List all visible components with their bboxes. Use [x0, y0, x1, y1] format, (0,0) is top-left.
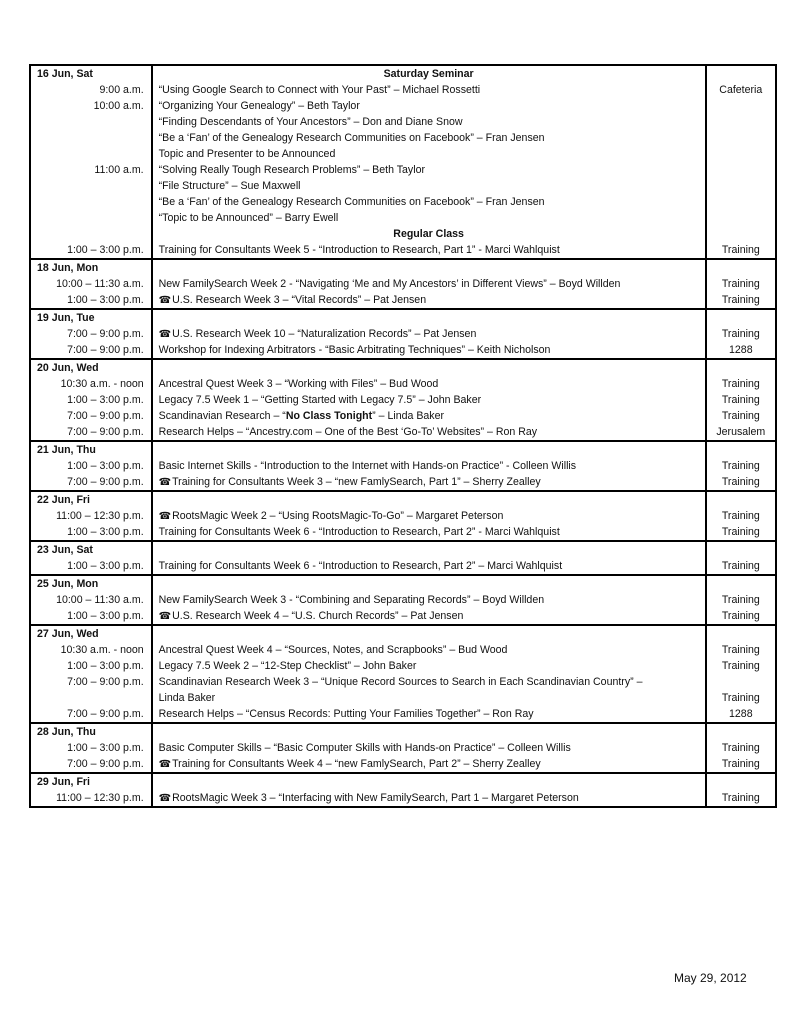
- session-time: 1:00 – 3:00 p.m.: [67, 526, 144, 538]
- session-room: Training: [721, 476, 760, 488]
- session-time: 1:00 – 3:00 p.m.: [67, 460, 144, 472]
- session-title: [153, 690, 705, 706]
- title-text: Research Helps – “Census Records: Putting Your Families Together” – Ron Ray: [158, 708, 534, 720]
- session-room: [707, 674, 775, 690]
- session-room: [707, 146, 775, 162]
- session-time: 11:00 – 12:30 p.m.: [56, 792, 144, 804]
- phone-icon: ☎: [158, 295, 172, 306]
- session-room: Training: [721, 692, 760, 704]
- session-title: [153, 658, 705, 674]
- title-text: Legacy 7.5 Week 1 – “Getting Started with Legacy 7.5” – John Baker: [158, 394, 482, 406]
- spacer: [153, 542, 705, 558]
- section-heading: [153, 66, 705, 82]
- day-label: 19 Jun, Tue: [37, 312, 95, 324]
- session-cell: [152, 309, 706, 359]
- session-time: [31, 114, 151, 130]
- day-block: [30, 491, 776, 541]
- spacer: [707, 260, 775, 276]
- session-room: [707, 210, 775, 226]
- room-cell: [706, 541, 776, 575]
- day-label: 27 Jun, Wed: [37, 628, 99, 640]
- day-block: [30, 309, 776, 359]
- session-room: [707, 114, 775, 130]
- title-text: New FamilySearch Week 2 - “Navigating ‘Me and My Ancestors’ in Different Views” – Boyd Willden: [158, 278, 621, 290]
- time-cell: [30, 65, 152, 259]
- session-time: 1:00 – 3:00 p.m.: [67, 660, 144, 672]
- title-text: U.S. Research Week 10 – “Naturalization Records” – Pat Jensen: [172, 328, 477, 340]
- session-time: 10:00 – 11:30 a.m.: [56, 278, 144, 290]
- spacer: [153, 260, 705, 276]
- session-time: [31, 194, 151, 210]
- spacer: [153, 310, 705, 326]
- session-title: [153, 82, 705, 98]
- session-cell: [152, 441, 706, 491]
- room-cell: [706, 773, 776, 807]
- time-cell: [30, 723, 152, 773]
- spacer: [707, 542, 775, 558]
- room-cell: [706, 259, 776, 309]
- session-title: [153, 474, 705, 490]
- day-label: 16 Jun, Sat: [37, 68, 93, 80]
- title-text: RootsMagic Week 3 – “Interfacing with New FamilySearch, Part 1 – Margaret Peterson: [172, 792, 579, 804]
- session-title: [153, 424, 705, 440]
- title-text: Training for Consultants Week 4 – “new FamlySearch, Part 2” – Sherry Zealley: [172, 758, 541, 770]
- session-time: 10:30 a.m. - noon: [60, 378, 144, 390]
- session-title: [153, 790, 705, 806]
- session-cell: [152, 491, 706, 541]
- day-label: 22 Jun, Fri: [37, 494, 90, 506]
- spacer: [707, 310, 775, 326]
- spacer: [153, 626, 705, 642]
- room-cell: [706, 625, 776, 723]
- session-room: [707, 162, 775, 178]
- title-text: Training for Consultants Week 6 - “Introduction to Research, Part 2” - Marci Wahlquist: [158, 526, 560, 538]
- session-room: Training: [721, 460, 760, 472]
- title-text: Training for Consultants Week 3 – “new FamlySearch, Part 1” – Sherry Zealley: [172, 476, 541, 488]
- title-text: “File Structure” – Sue Maxwell: [158, 180, 301, 192]
- room-cell: [706, 309, 776, 359]
- title-text: Scandinavian Research Week 3 – “Unique Record Sources to Search in Each Scandinavian Country” –: [158, 676, 643, 688]
- day-block: [30, 65, 776, 259]
- session-title: [153, 524, 705, 540]
- day-label: 28 Jun, Thu: [37, 726, 96, 738]
- spacer: [153, 724, 705, 740]
- session-time: 7:00 – 9:00 p.m.: [67, 426, 144, 438]
- session-time: 11:00 – 12:30 p.m.: [56, 510, 144, 522]
- room-cell: [706, 575, 776, 625]
- session-title: [153, 242, 705, 258]
- session-room: Cafeteria: [719, 84, 763, 96]
- time-cell: [30, 541, 152, 575]
- session-room: Training: [721, 510, 760, 522]
- session-title: [153, 342, 705, 358]
- title-text: “Topic to be Announced” – Barry Ewell: [158, 212, 339, 224]
- session-title: [153, 608, 705, 624]
- spacer: [707, 626, 775, 642]
- title-text: U.S. Research Week 3 – “Vital Records” – Pat Jensen: [172, 294, 427, 306]
- title-part: Scandinavian Research – “: [158, 410, 286, 422]
- spacer: [707, 576, 775, 592]
- schedule-table: [29, 64, 777, 808]
- room-cell: [706, 65, 776, 259]
- phone-icon: ☎: [158, 511, 172, 522]
- session-room: [707, 226, 775, 242]
- session-room: Training: [721, 742, 760, 754]
- title-text: Training for Consultants Week 5 - “Introduction to Research, Part 1” - Marci Wahlquist: [158, 244, 560, 256]
- day-block: [30, 575, 776, 625]
- title-text: “Solving Really Tough Research Problems” – Beth Taylor: [158, 164, 425, 176]
- session-time: [31, 226, 151, 242]
- session-time: 7:00 – 9:00 p.m.: [67, 758, 144, 770]
- session-title: [153, 326, 705, 342]
- session-title: [153, 458, 705, 474]
- session-title: [153, 674, 705, 690]
- session-cell: [152, 625, 706, 723]
- day-label: 20 Jun, Wed: [37, 362, 99, 374]
- title-part: ” – Linda Baker: [372, 410, 445, 422]
- session-time: 11:00 a.m.: [94, 164, 144, 176]
- day-block: [30, 773, 776, 807]
- session-time: 7:00 – 9:00 p.m.: [67, 328, 144, 340]
- session-title: [153, 194, 705, 210]
- title-text: “Be a ‘Fan’ of the Genealogy Research Communities on Facebook” – Fran Jensen: [158, 132, 545, 144]
- title-text: Training for Consultants Week 6 - “Introduction to Research, Part 2” – Marci Wahlquist: [158, 560, 563, 572]
- phone-icon: ☎: [158, 329, 172, 340]
- title-text: Legacy 7.5 Week 2 – “12-Step Checklist” – John Baker: [158, 660, 417, 672]
- phone-icon: ☎: [158, 759, 172, 770]
- session-time: 7:00 – 9:00 p.m.: [67, 344, 144, 356]
- session-time: 1:00 – 3:00 p.m.: [67, 294, 144, 306]
- spacer: [707, 442, 775, 458]
- session-title: [153, 592, 705, 608]
- session-title: [153, 740, 705, 756]
- session-title: [153, 376, 705, 392]
- session-title: [153, 130, 705, 146]
- day-label: 25 Jun, Mon: [37, 578, 99, 590]
- room-cell: [706, 441, 776, 491]
- session-time: 9:00 a.m.: [99, 84, 144, 96]
- title-text: Linda Baker: [158, 692, 216, 704]
- day-block: [30, 541, 776, 575]
- session-cell: [152, 723, 706, 773]
- session-title: [153, 756, 705, 772]
- title-text: “Using Google Search to Connect with Your Past” – Michael Rossetti: [158, 84, 481, 96]
- day-block: [30, 359, 776, 441]
- session-room: Training: [721, 792, 760, 804]
- session-time: [31, 178, 151, 194]
- time-cell: [30, 491, 152, 541]
- spacer: [707, 492, 775, 508]
- room-cell: [706, 491, 776, 541]
- title-text: Regular Class: [393, 228, 464, 240]
- day-block: [30, 723, 776, 773]
- session-time: 1:00 – 3:00 p.m.: [67, 244, 144, 256]
- session-time: 7:00 – 9:00 p.m.: [67, 708, 144, 720]
- session-room: [707, 194, 775, 210]
- session-time: 7:00 – 9:00 p.m.: [67, 410, 144, 422]
- session-time: 7:00 – 9:00 p.m.: [67, 476, 144, 488]
- footer-date: May 29, 2012: [674, 971, 747, 985]
- title-text: Ancestral Quest Week 4 – “Sources, Notes, and Scrapbooks” – Bud Wood: [158, 644, 508, 656]
- session-cell: [152, 541, 706, 575]
- title-text: U.S. Research Week 4 – “U.S. Church Records” – Pat Jensen: [172, 610, 464, 622]
- title-text: Research Helps – “Ancestry.com – One of the Best ‘Go-To’ Websites” – Ron Ray: [158, 426, 538, 438]
- session-time: 1:00 – 3:00 p.m.: [67, 394, 144, 406]
- session-room: 1288: [729, 344, 753, 356]
- time-cell: [30, 359, 152, 441]
- section-heading: [153, 226, 705, 242]
- spacer: [153, 576, 705, 592]
- session-room: Training: [721, 526, 760, 538]
- session-room: Training: [721, 660, 760, 672]
- session-title: [153, 706, 705, 722]
- session-time: 10:00 – 11:30 a.m.: [56, 594, 144, 606]
- session-title: [153, 276, 705, 292]
- session-time: 1:00 – 3:00 p.m.: [67, 610, 144, 622]
- title-text: New FamilySearch Week 3 - “Combining and Separating Records” – Boyd Willden: [158, 594, 545, 606]
- session-title: [153, 392, 705, 408]
- time-cell: [30, 575, 152, 625]
- session-cell: [152, 575, 706, 625]
- title-bold: No Class Tonight: [285, 410, 373, 422]
- session-room: Training: [721, 294, 760, 306]
- title-text: Workshop for Indexing Arbitrators - “Basic Arbitrating Techniques” – Keith Nicholson: [158, 344, 551, 356]
- session-title: [153, 146, 705, 162]
- day-block: [30, 441, 776, 491]
- title-text: Saturday Seminar: [383, 68, 474, 80]
- session-title: [153, 162, 705, 178]
- spacer: [707, 724, 775, 740]
- title-text: “Organizing Your Genealogy” – Beth Taylor: [158, 100, 360, 112]
- time-cell: [30, 773, 152, 807]
- schedule-body: [30, 65, 776, 807]
- time-cell: [30, 625, 152, 723]
- title-text: Ancestral Quest Week 3 – “Working with Files” – Bud Wood: [158, 378, 439, 390]
- session-time: [31, 146, 151, 162]
- session-room: Training: [721, 278, 760, 290]
- title-text: Basic Internet Skills - “Introduction to the Internet with Hands-on Practice” - Colleen Willis: [158, 460, 577, 472]
- spacer: [153, 360, 705, 376]
- phone-icon: ☎: [158, 611, 172, 622]
- session-time: [31, 130, 151, 146]
- session-title: [153, 408, 705, 424]
- session-title: [153, 508, 705, 524]
- title-text: “Finding Descendants of Your Ancestors” – Don and Diane Snow: [158, 116, 463, 128]
- session-time: 10:00 a.m.: [93, 100, 144, 112]
- session-room: [707, 98, 775, 114]
- session-room: [707, 178, 775, 194]
- title-text: “Be a ‘Fan’ of the Genealogy Research Communities on Facebook” – Fran Jensen: [158, 196, 545, 208]
- title-text: Topic and Presenter to be Announced: [158, 148, 336, 160]
- title-text: RootsMagic Week 2 – “Using RootsMagic-To-Go” – Margaret Peterson: [172, 510, 504, 522]
- session-room: [707, 66, 775, 82]
- session-title: [153, 292, 705, 308]
- session-title: [153, 642, 705, 658]
- session-cell: [152, 259, 706, 309]
- day-label: 23 Jun, Sat: [37, 544, 93, 556]
- day-label: 18 Jun, Mon: [37, 262, 99, 274]
- session-time: [31, 690, 151, 706]
- session-time: [31, 210, 151, 226]
- session-room: Training: [721, 560, 760, 572]
- day-label: 29 Jun, Fri: [37, 776, 90, 788]
- phone-icon: ☎: [158, 477, 172, 488]
- session-cell: [152, 65, 706, 259]
- session-room: Training: [721, 394, 760, 406]
- session-room: 1288: [729, 708, 753, 720]
- time-cell: [30, 259, 152, 309]
- title-text: Basic Computer Skills – “Basic Computer Skills with Hands-on Practice” – Colleen Willis: [158, 742, 571, 754]
- session-time: 1:00 – 3:00 p.m.: [67, 742, 144, 754]
- session-cell: [152, 359, 706, 441]
- session-time: 1:00 – 3:00 p.m.: [67, 560, 144, 572]
- session-room: [707, 130, 775, 146]
- session-room: Jerusalem: [716, 426, 766, 438]
- spacer: [153, 774, 705, 790]
- session-title: [153, 114, 705, 130]
- time-cell: [30, 441, 152, 491]
- session-room: Training: [721, 378, 760, 390]
- session-room: Training: [721, 328, 760, 340]
- session-room: Training: [721, 594, 760, 606]
- phone-icon: ☎: [158, 793, 172, 804]
- room-cell: [706, 359, 776, 441]
- spacer: [153, 442, 705, 458]
- spacer: [707, 360, 775, 376]
- session-time: 7:00 – 9:00 p.m.: [67, 676, 144, 688]
- spacer: [153, 492, 705, 508]
- session-time: 10:30 a.m. - noon: [60, 644, 144, 656]
- session-title: [153, 98, 705, 114]
- session-room: Training: [721, 758, 760, 770]
- session-title: [153, 558, 705, 574]
- session-title: [153, 210, 705, 226]
- session-room: Training: [721, 610, 760, 622]
- day-block: [30, 625, 776, 723]
- spacer: [707, 774, 775, 790]
- session-room: Training: [721, 410, 760, 422]
- time-cell: [30, 309, 152, 359]
- session-room: Training: [721, 644, 760, 656]
- session-cell: [152, 773, 706, 807]
- day-block: [30, 259, 776, 309]
- session-room: Training: [721, 244, 760, 256]
- day-label: 21 Jun, Thu: [37, 444, 96, 456]
- session-title: [153, 178, 705, 194]
- room-cell: [706, 723, 776, 773]
